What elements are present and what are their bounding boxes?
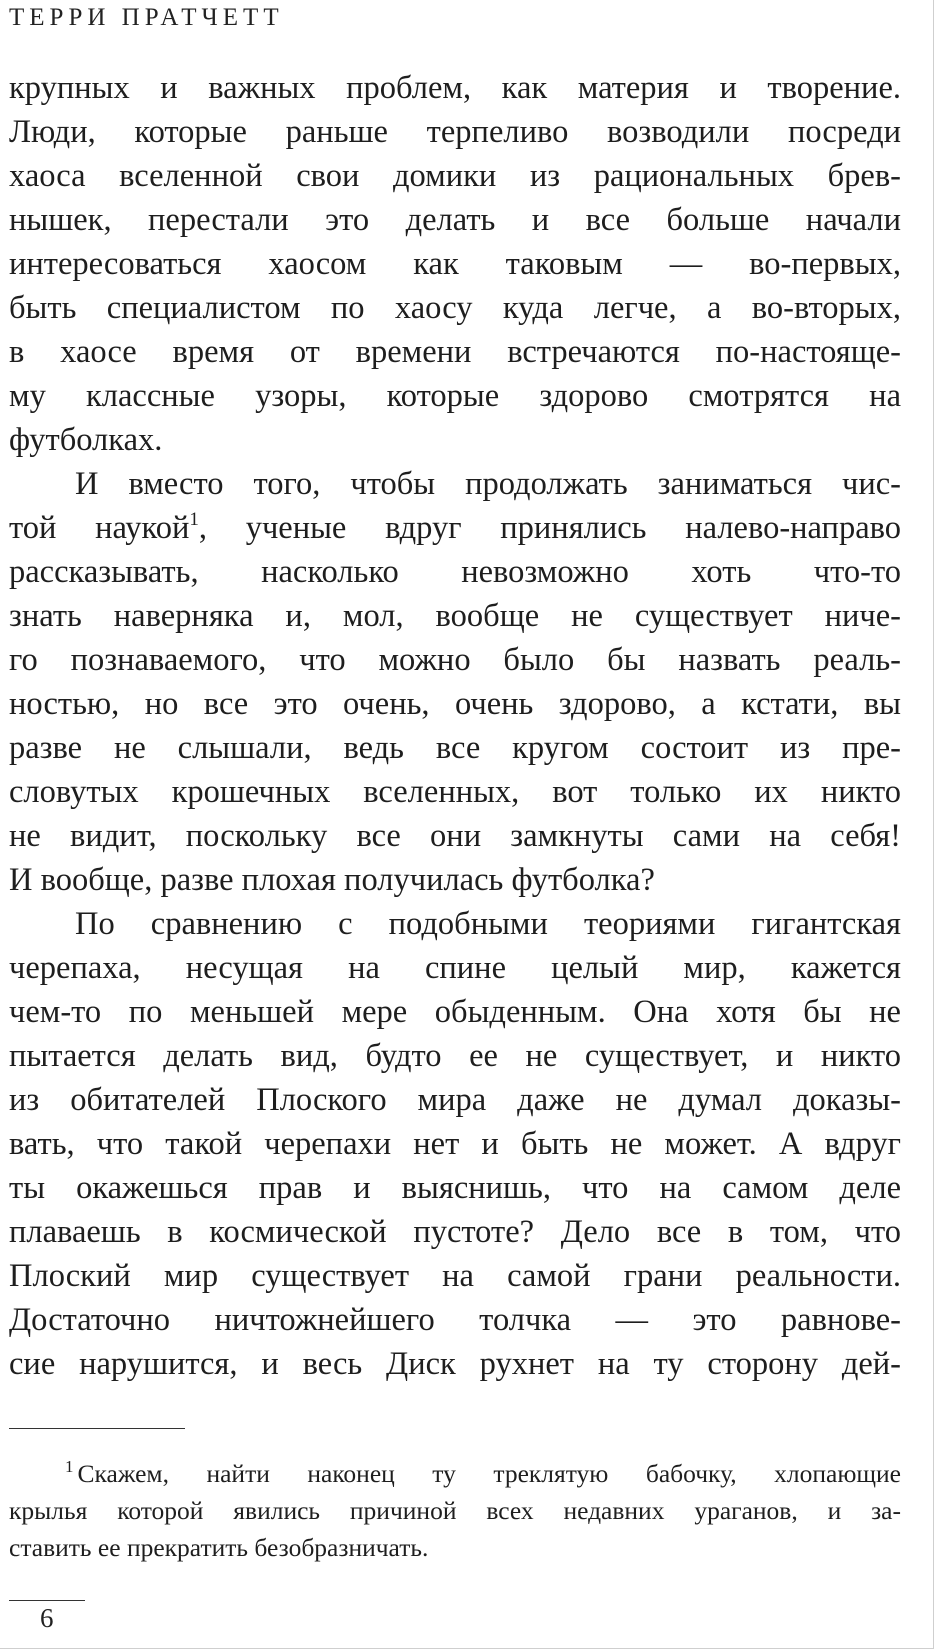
text-line: черепаха, несущая на спине целый мир, кажется — [9, 950, 901, 986]
text-line: знать наверняка и, мол, вообще не существует ниче- — [9, 598, 901, 634]
text-line: рассказывать, насколько невозможно хоть что-то — [9, 554, 901, 590]
footnote — [9, 1455, 901, 1566]
text-line: словутых крошечных вселенных, вот только их никто — [9, 774, 901, 810]
footnote-line — [9, 1455, 901, 1492]
footnote-separator — [9, 1428, 185, 1429]
text-line: из обитателей Плоского мира даже не думал доказы- — [9, 1082, 901, 1118]
text-line: нышек, перестали это делать и все больше начали — [9, 202, 901, 238]
text-line: плаваешь в космической пустоте? Дело все в том, что — [9, 1214, 901, 1250]
page-number: 6 — [40, 1603, 54, 1633]
text-line: Люди, которые раньше терпеливо возводили посреди — [9, 114, 901, 150]
body-text — [9, 66, 901, 1386]
text-line: сие нарушится, и весь Диск рухнет на ту сторону дей- — [9, 1346, 901, 1382]
text-line: в хаосе время от времени встречаются по-настояще- — [9, 334, 901, 370]
text-line: му классные узоры, которые здорово смотрятся на — [9, 378, 901, 414]
text-line: интересоваться хаосом как таковым — во-первых, — [9, 246, 901, 282]
text-line: футболках. — [9, 422, 163, 458]
text-fragment: , ученые вдруг принялись налево-направо — [198, 510, 901, 546]
text-line: чем-то по меньшей мере обыденным. Она хотя бы не — [9, 994, 901, 1030]
text-line: Плоский мир существует на самой грани реальности. — [9, 1258, 901, 1294]
text-line: разве не слышали, ведь все кругом состоит из пре- — [9, 730, 901, 766]
text-line: И вообще, разве плохая получилась футболка? — [9, 862, 655, 898]
footnote-reference: 1 — [189, 509, 199, 530]
footnote-marker: 1 — [65, 1457, 74, 1476]
text-line: не видит, поскольку все они замкнуты сами на себя! — [9, 818, 901, 854]
text-line: быть специалистом по хаосу куда легче, а во-вторых, — [9, 290, 901, 326]
text-line: ностью, но все это очень, очень здорово, а кстати, вы — [9, 686, 901, 722]
footnote-line: крылья которой явились причиной всех недавних ураганов, и за- — [9, 1496, 901, 1525]
text-line: пытается делать вид, будто ее не существует, и никто — [9, 1038, 901, 1074]
text-line-with-footnote-ref — [9, 506, 901, 550]
text-line: По сравнению с подобными теориями гигантская — [75, 906, 901, 942]
text-line: ты окажешься прав и выяснишь, что на самом деле — [9, 1170, 901, 1206]
text-line: хаоса вселенной свои домики из рациональных брев- — [9, 158, 901, 194]
text-line: крупных и важных проблем, как материя и творение. — [9, 70, 901, 106]
text-line: И вместо того, чтобы продолжать заниматься чис- — [75, 466, 901, 502]
page-number-rule — [9, 1600, 85, 1601]
footnote-line: ставить ее прекратить безобразничать. — [9, 1533, 429, 1562]
text-line: Достаточно ничтожнейшего толчка — это равнове- — [9, 1302, 901, 1338]
running-head: ТЕРРИ ПРАТЧЕТТ — [9, 4, 284, 31]
text-fragment: той наукой — [9, 510, 190, 546]
text-line: го познаваемого, что можно было бы назвать реаль- — [9, 642, 901, 678]
footnote-text: Скажем, найти наконец ту треклятую бабочку, хлопающие — [77, 1459, 901, 1488]
text-line: вать, что такой черепахи нет и быть не может. А вдруг — [9, 1126, 901, 1162]
